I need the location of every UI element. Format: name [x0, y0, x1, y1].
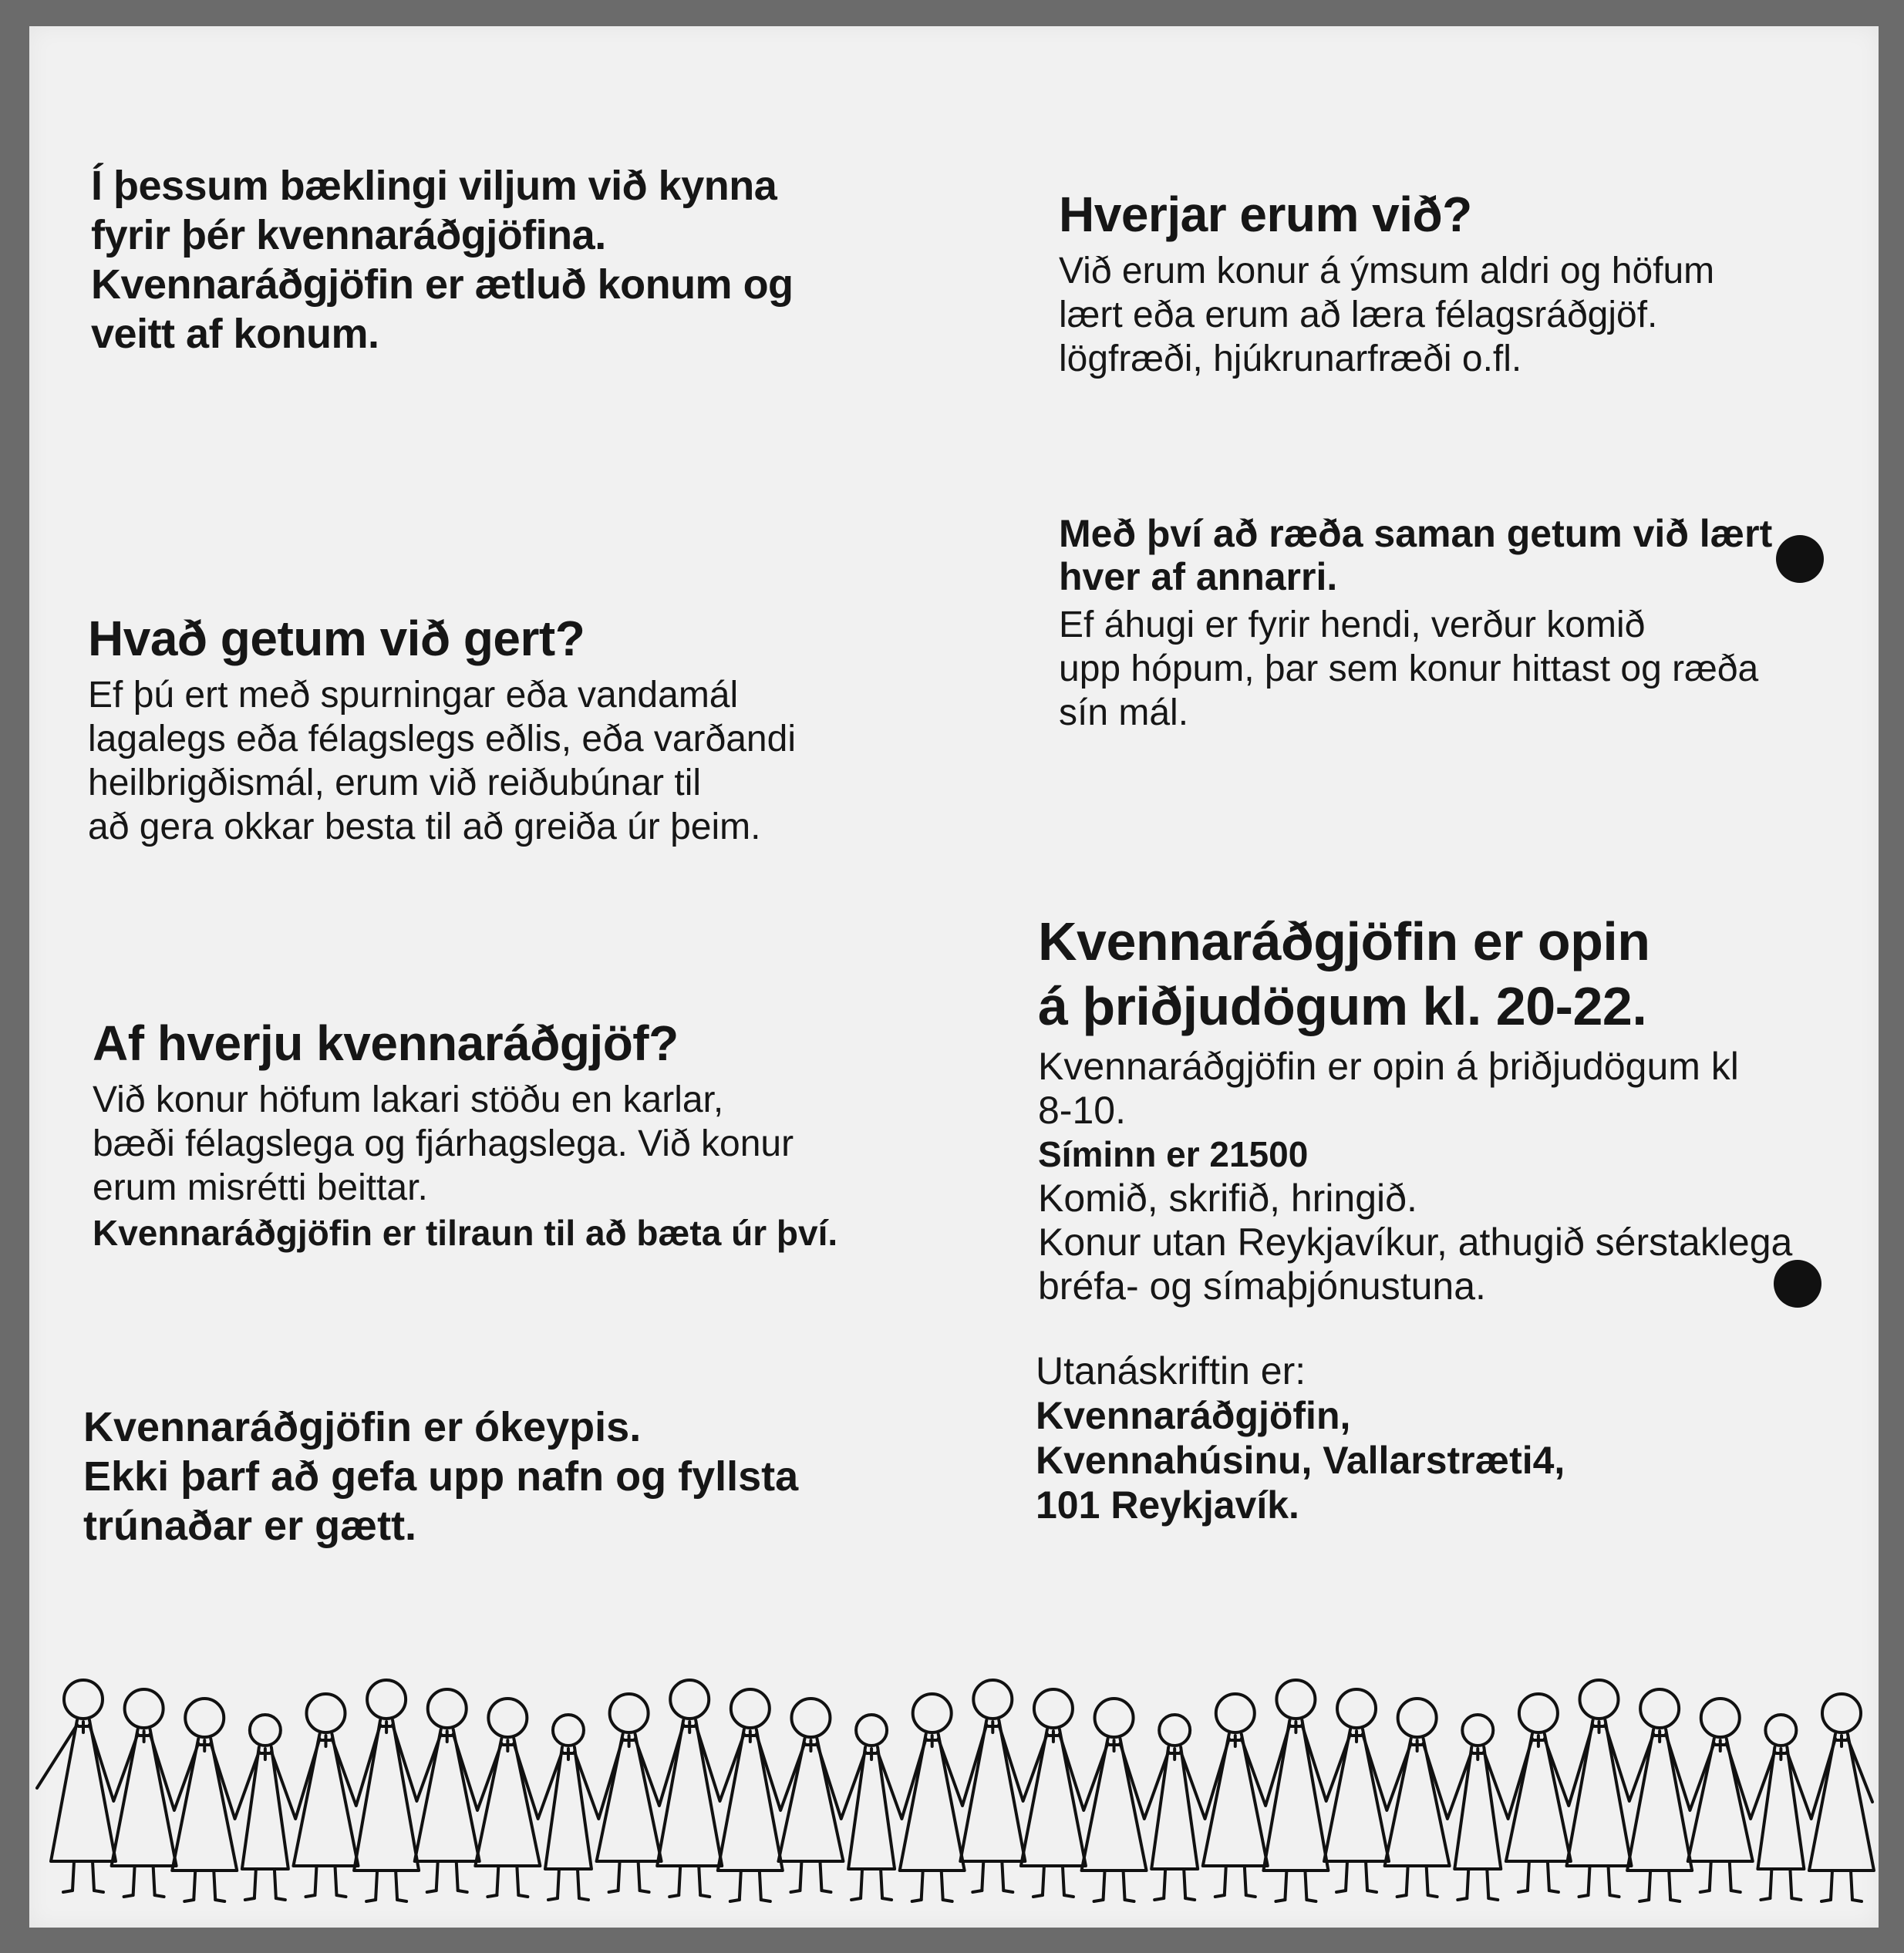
body-line: heilbrigðismál, erum við reiðubúnar til: [88, 763, 702, 803]
body-line: sín mál.: [1059, 692, 1189, 733]
body-line: 8-10.: [1038, 1089, 1126, 1132]
body-line: Við konur höfum lakari stöðu en karlar,: [93, 1079, 724, 1120]
body-line: Ef áhugi er fyrir hendi, verður komið: [1059, 604, 1646, 645]
section-heading: Af hverju kvennaráðgjöf?: [93, 1015, 679, 1071]
body-line: lagalegs eða félagslegs eðlis, eða varðandi: [88, 719, 796, 759]
body-line: bréfa- og símaþjónustuna.: [1038, 1264, 1486, 1308]
section-together: [1059, 512, 1772, 735]
figure: [718, 1689, 783, 1901]
section-opening-hours: [1038, 909, 1792, 1308]
body-line: Við erum konur á ýmsum aldri og höfum: [1059, 251, 1715, 291]
section-who-are-we: [1059, 184, 1714, 381]
body-line: Konur utan Reykjavíkur, athugið sérstaklega: [1038, 1221, 1793, 1264]
section-heading: Hvað getum við gert?: [88, 611, 585, 666]
figure: [1454, 1715, 1501, 1900]
body-line: að gera okkar besta til að greiða úr þeim.: [88, 806, 761, 847]
section-emphasis: Kvennaráðgjöfin er tilraun til að bæta úr því.: [93, 1213, 838, 1253]
section-emphasis: [1059, 512, 1772, 598]
figure: [1627, 1689, 1692, 1901]
heading-line: á þriðjudögum kl. 20-22.: [1038, 976, 1647, 1036]
figure: [960, 1680, 1025, 1892]
intro-line: Í þessum bæklingi viljum við kynna: [91, 163, 777, 209]
figure: [1757, 1715, 1804, 1900]
figure: [242, 1715, 288, 1900]
body-line: erum misrétti beittar.: [93, 1167, 428, 1208]
address-line: Kvennahúsinu, Vallarstræti4,: [1036, 1439, 1565, 1482]
intro-line: veitt af konum.: [91, 311, 379, 357]
section-body: [1059, 249, 1714, 381]
note-line: Kvennaráðgjöfin er ókeypis.: [83, 1404, 642, 1450]
intro-line: Kvennaráðgjöfin er ætluð konum og: [91, 261, 794, 308]
section-why-womens-counselling: [93, 1013, 837, 1254]
heading-line: Kvennaráðgjöfin er opin: [1038, 911, 1650, 971]
punch-hole: [1774, 1260, 1821, 1308]
women-holding-hands-illustration: [29, 1638, 1879, 1915]
figure: [848, 1715, 895, 1900]
section-body: [88, 673, 796, 849]
note-line: trúnaðar er gætt.: [83, 1503, 417, 1549]
figure: [51, 1680, 116, 1892]
emphasis-line: Með því að ræða saman getum við lært: [1059, 512, 1773, 555]
figure: [545, 1715, 591, 1900]
figure: [657, 1680, 722, 1897]
phone-number: Síminn er 21500: [1038, 1134, 1309, 1174]
body-line: upp hópum, þar sem konur hittast og ræða: [1059, 648, 1759, 689]
mailing-address: [1036, 1349, 1565, 1527]
body-line: Ef þú ert með spurningar eða vandamál: [88, 675, 739, 716]
section-body: [1038, 1045, 1792, 1308]
figure: [1567, 1680, 1632, 1897]
brochure-page: [29, 26, 1879, 1928]
address-line: 101 Reykjavík.: [1036, 1483, 1299, 1527]
address-line: Kvennaráðgjöfin,: [1036, 1394, 1351, 1437]
emphasis-line: hver af annarri.: [1059, 555, 1338, 598]
figure: [354, 1680, 419, 1901]
free-service-note: [83, 1402, 798, 1551]
intro-line: fyrir þér kvennaráðgjöfina.: [91, 212, 606, 258]
section-body: [93, 1078, 837, 1210]
address-lines: [1036, 1393, 1565, 1527]
punch-hole: [1776, 535, 1824, 583]
section-body: [1059, 603, 1772, 735]
figure: [1021, 1689, 1086, 1897]
note-line: Ekki þarf að gefa upp nafn og fyllsta: [83, 1453, 799, 1500]
section-what-we-can-do: [88, 608, 796, 849]
body-line: lögfræði, hjúkrunarfræði o.fl.: [1059, 338, 1522, 379]
address-label: Utanáskriftin er:: [1036, 1349, 1306, 1392]
body-line: Kvennaráðgjöfin er opin á þriðjudögum kl: [1038, 1045, 1739, 1088]
figure: [112, 1689, 177, 1897]
figure: [1263, 1680, 1328, 1901]
body-line: bæði félagslega og fjárhagslega. Við konur: [93, 1123, 794, 1164]
intro-text: [91, 161, 794, 359]
body-line: Komið, skrifið, hringið.: [1038, 1177, 1417, 1220]
figure: [1151, 1715, 1198, 1900]
section-heading: Hverjar erum við?: [1059, 187, 1472, 242]
body-line: lært eða erum að læra félagsráðgjöf.: [1059, 295, 1658, 335]
section-heading: [1038, 909, 1792, 1039]
